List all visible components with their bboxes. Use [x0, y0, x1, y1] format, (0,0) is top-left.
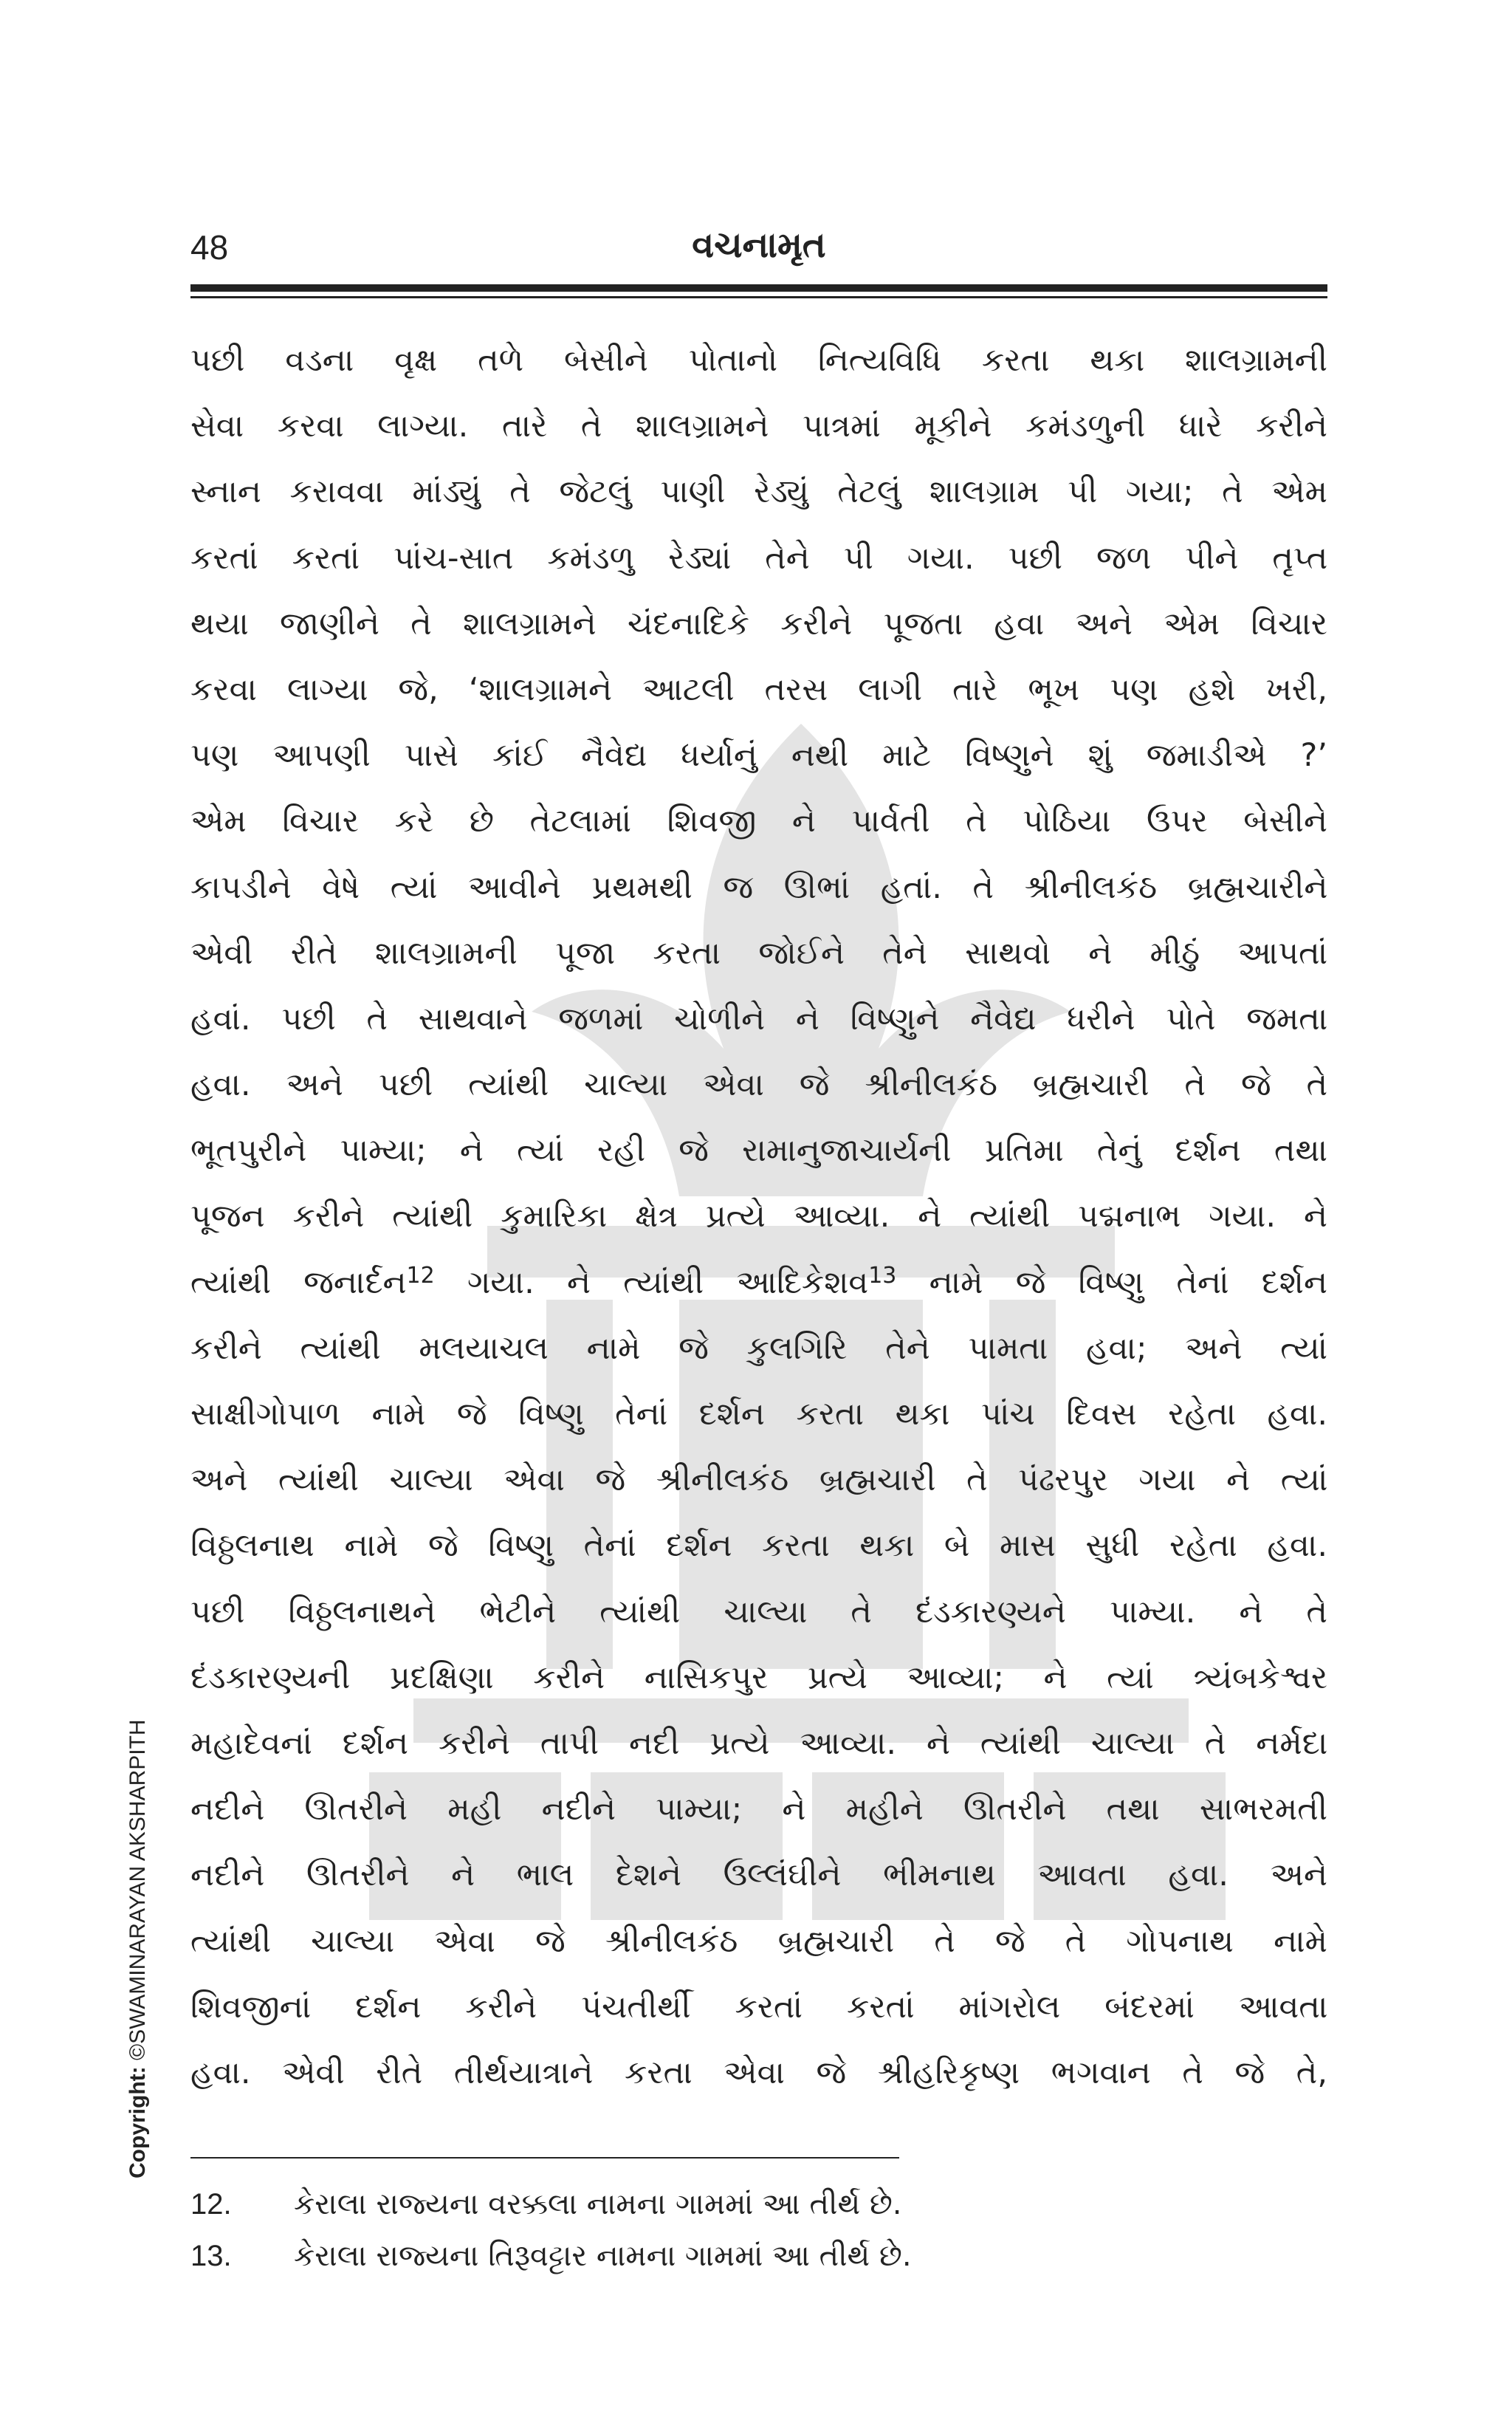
text-line: સેવા કરવા લાગ્યા. તારે તે શાલગ્રામને પાત્રમાં મૂકીને કમંડળુની ધારે કરીને — [190, 408, 1327, 445]
text-line: સાક્ષીગોપાળ નામે જે વિષ્ણુ તેનાં દર્શન કરતા થકા પાંચ દિવસ રહેતા હવા. — [190, 1396, 1328, 1433]
text-line: નદીને ઊતરીને મહી નદીને પામ્યા; ને મહીને ઊતરીને તથા સાભરમતી — [190, 1791, 1327, 1828]
text-line: પછી વિઠ્ઠલનાથને ભેટીને ત્યાંથી ચાલ્યા તે દંડકારણ્યને પામ્યા. ને તે — [190, 1593, 1327, 1631]
text-line: હવા. અને પછી ત્યાંથી ચાલ્યા એવા જે શ્રીનીલકંઠ બ્રહ્મચારી તે જે તે — [190, 1066, 1328, 1104]
text-line: ત્યાંથી ચાલ્યા એવા જે શ્રીનીલકંઠ બ્રહ્મચારી તે જે તે ગોપનાથ નામે — [190, 1922, 1327, 1960]
text-line: મહાદેવનાં દર્શન કરીને તાપી નદી પ્રત્યે આવ્યા. ને ત્યાંથી ચાલ્યા તે નર્મદા — [190, 1724, 1328, 1762]
text-line: ભૂતપુરીને પામ્યા; ને ત્યાં રહી જે રામાનુજાચાર્યની પ્રતિમા તેનું દર્શન તથા — [190, 1132, 1327, 1170]
text-line: થયા જાણીને તે શાલગ્રામને ચંદનાદિકે કરીને પૂજતા હવા અને એમ વિચાર — [190, 605, 1327, 642]
copyright-notice — [126, 1719, 151, 2178]
footnote-number: 12. — [190, 2188, 232, 2221]
text-segment: ગયા. ને ત્યાંથી આદિકેશવ — [434, 1263, 869, 1301]
text-line: વિઠ્ઠલનાથ નામે જે વિષ્ણુ તેનાં દર્શન કરતા થકા બે માસ સુધી રહેતા હવા. — [190, 1527, 1327, 1565]
text-line: દંડકારણ્યની પ્રદક્ષિણા કરીને નાસિકપુર પ્રત્યે આવ્યા; ને ત્યાં ત્ર્યંબકેશ્વર — [190, 1659, 1328, 1696]
text-line: કાપડીને વેષે ત્યાં આવીને પ્રથમથી જ ઊભાં હતાં. તે શ્રીનીલકંઠ બ્રહ્મચારીને — [190, 868, 1328, 906]
text-line: નદીને ઊતરીને ને ભાલ દેશને ઉલ્લંઘીને ભીમનાથ આવતા હવા. અને — [190, 1856, 1327, 1894]
page-header — [190, 222, 1327, 273]
footnote-ref-13[interactable]: 13 — [868, 1262, 897, 1289]
footnote-rule — [190, 2157, 899, 2159]
text-line: શિવજીનાં દર્શન કરીને પંચતીર્થી કરતાં કરતાં માંગરોલ બંદરમાં આવતા — [190, 1988, 1328, 2026]
text-line: પણ આપણી પાસે કાંઈ નૈવેદ્ય ધર્યાનું નથી માટે વિષ્ણુને શું જમાડીએ ?’ — [190, 737, 1327, 775]
text-line-with-footnotes — [190, 1250, 1327, 1316]
footnote-text: કેરાલા રાજ્યના તિરૂવટ્ટાર નામના ગામમાં આ તીર્થ છે. — [294, 2239, 912, 2273]
text-line: અને ત્યાંથી ચાલ્યા એવા જે શ્રીનીલકંઠ બ્રહ્મચારી તે પંઢરપુર ગયા ને ત્યાં — [190, 1461, 1328, 1499]
text-line: કરવા લાગ્યા જે, ‘શાલગ્રામને આટલી તરસ લાગી તારે ભૂખ પણ હશે ખરી, — [190, 671, 1327, 708]
text-line: હવા. એવી રીતે તીર્થયાત્રાને કરતા એવા જે શ્રીહરિકૃષ્ણ ભગવાન તે જે તે, — [190, 2054, 1327, 2091]
footnotes — [190, 2178, 1327, 2282]
header-rule-thick — [190, 284, 1327, 292]
footnote-text: કેરાલા રાજ્યના વરક્કલા નામના ગામમાં આ તીર્થ છે. — [294, 2187, 902, 2221]
text-line: એવી રીતે શાલગ્રામની પૂજા કરતા જોઈને તેને સાથવો ને મીઠું આપતાં — [190, 934, 1328, 972]
header-rule-thin — [190, 296, 1327, 298]
text-line: સ્નાન કરાવવા માંડ્યું તે જેટલું પાણી રેડ્યું તેટલું શાલગ્રામ પી ગયા; તે એમ — [190, 473, 1327, 511]
text-line: કરીને ત્યાંથી મલયાચલ નામે જે કુલગિરિ તેને પામતા હવા; અને ત્યાં — [190, 1329, 1327, 1367]
text-line: કરતાં કરતાં પાંચ-સાત કમંડળુ રેડ્યાં તેને પી ગયા. પછી જળ પીને તૃપ્ત — [190, 539, 1328, 577]
running-title: વચનામૃત — [692, 224, 826, 266]
page-number: 48 — [190, 228, 229, 267]
body-text — [190, 328, 1327, 2106]
footnote-12 — [190, 2178, 1327, 2230]
footnote-13 — [190, 2230, 1327, 2282]
footnote-ref-12[interactable]: 12 — [406, 1262, 435, 1289]
text-line: હવાં. પછી તે સાથવાને જળમાં ચોળીને ને વિષ્ણુને નૈવેદ્ય ધરીને પોતે જમતા — [190, 1000, 1328, 1038]
footnote-number: 13. — [190, 2240, 232, 2272]
text-segment: ત્યાંથી જનાર્દન — [190, 1263, 407, 1301]
copyright-text: ©SWAMINARAYAN AKSHARPITH — [126, 1719, 150, 2067]
copyright-label: Copyright: — [126, 2066, 150, 2178]
text-line: એમ વિચાર કરે છે તેટલામાં શિવજી ને પાર્વતી તે પોઠિયા ઉપર બેસીને — [190, 803, 1327, 840]
text-segment: નામે જે વિષ્ણુ તેનાં દર્શન — [896, 1263, 1327, 1301]
text-line: પૂજન કરીને ત્યાંથી કુમારિકા ક્ષેત્ર પ્રત્યે આવ્યા. ને ત્યાંથી પદ્મનાભ ગયા. ને — [190, 1198, 1327, 1235]
text-line: પછી વડના વૃક્ષ તળે બેસીને પોતાનો નિત્યવિધિ કરતા થકા શાલગ્રામની — [190, 342, 1327, 379]
